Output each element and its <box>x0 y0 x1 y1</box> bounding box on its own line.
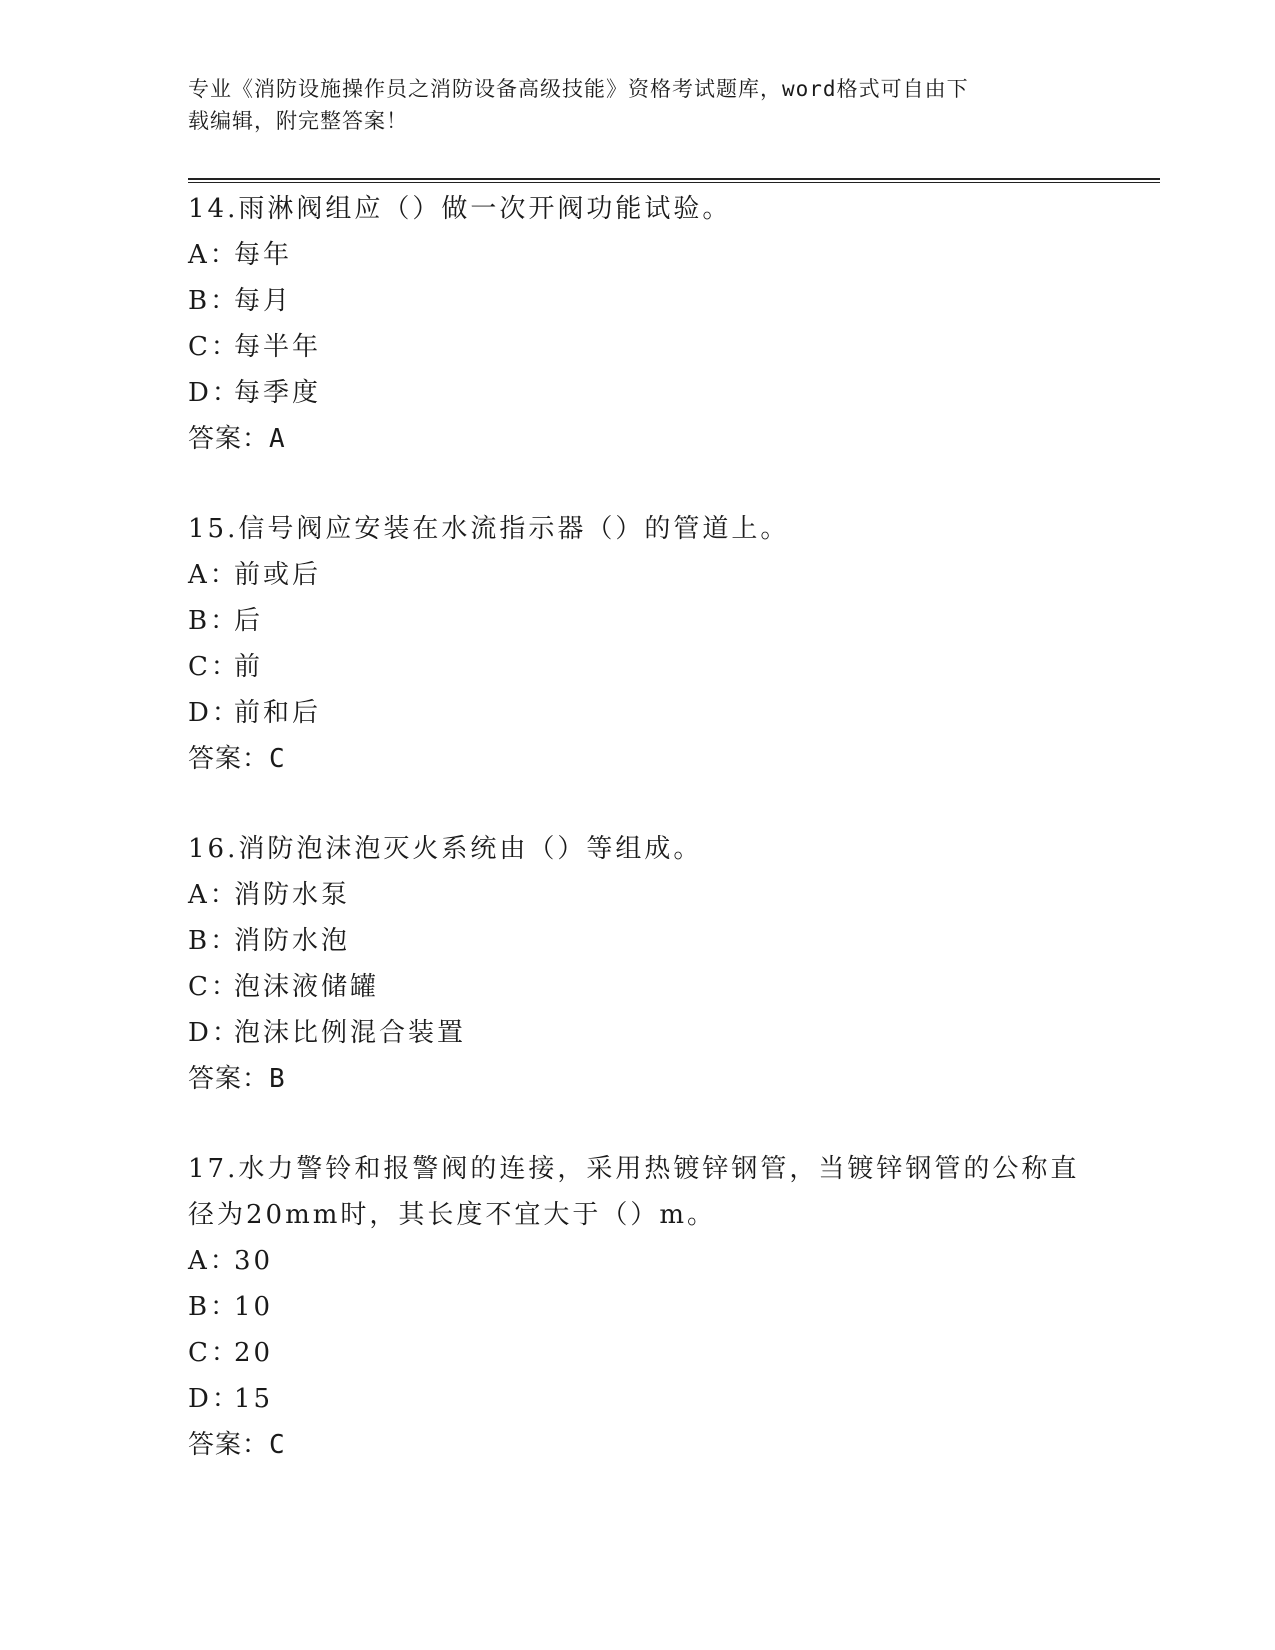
option-d <box>188 1010 1088 1056</box>
question-text-line-2: 径为20mm时，其长度不宜大于（）m。 <box>188 1200 717 1230</box>
option-key: C： <box>188 972 240 1002</box>
option-d <box>188 370 1088 416</box>
option-c <box>188 1330 1088 1376</box>
document-header <box>188 73 1088 137</box>
option-text: 消防水泡 <box>234 926 351 956</box>
option-d <box>188 690 1088 736</box>
option-text: 每年 <box>234 240 293 270</box>
option-a <box>188 872 1088 918</box>
option-key: C： <box>188 332 240 362</box>
option-key: A： <box>188 560 239 590</box>
option-text: 每季度 <box>234 378 322 408</box>
option-key: B： <box>188 1292 240 1322</box>
option-text: 20 <box>234 1338 274 1368</box>
option-text: 15 <box>234 1384 274 1414</box>
option-text: 后 <box>234 606 264 636</box>
question-14 <box>188 186 1088 462</box>
option-text: 前 <box>234 652 264 682</box>
answer: 答案：C <box>188 1430 286 1460</box>
answer: 答案：C <box>188 744 286 774</box>
option-text: 前或后 <box>234 560 322 590</box>
option-key: D： <box>188 1384 241 1414</box>
option-b <box>188 1284 1088 1330</box>
option-text: 每月 <box>234 286 293 316</box>
option-a <box>188 232 1088 278</box>
question-text: 14.雨淋阀组应（）做一次开阀功能试验。 <box>188 194 732 224</box>
header-line-1: 专业《消防设施操作员之消防设备高级技能》资格考试题库，word格式可自由下 <box>188 77 969 101</box>
option-key: A： <box>188 880 239 910</box>
question-text: 16.消防泡沫泡灭火系统由（）等组成。 <box>188 834 703 864</box>
option-key: A： <box>188 240 239 270</box>
question-15 <box>188 506 1088 782</box>
option-text: 消防水泵 <box>234 880 351 910</box>
option-a <box>188 1238 1088 1284</box>
option-key: B： <box>188 926 240 956</box>
option-text: 泡沫比例混合装置 <box>234 1018 467 1048</box>
option-text: 30 <box>234 1246 274 1276</box>
option-key: B： <box>188 606 240 636</box>
header-line-2: 载编辑，附完整答案！ <box>188 109 408 133</box>
option-key: C： <box>188 652 240 682</box>
option-b <box>188 918 1088 964</box>
option-key: C： <box>188 1338 240 1368</box>
question-text: 15.信号阀应安装在水流指示器（）的管道上。 <box>188 514 790 544</box>
option-text: 每半年 <box>234 332 322 362</box>
question-17 <box>188 1146 1088 1468</box>
option-c <box>188 644 1088 690</box>
header-divider <box>188 178 1160 183</box>
option-c <box>188 964 1088 1010</box>
option-text: 10 <box>234 1292 274 1322</box>
option-text: 前和后 <box>234 698 322 728</box>
answer: 答案：B <box>188 1064 286 1094</box>
option-c <box>188 324 1088 370</box>
option-b <box>188 278 1088 324</box>
answer: 答案：A <box>188 424 286 454</box>
option-a <box>188 552 1088 598</box>
option-key: D： <box>188 378 241 408</box>
option-key: D： <box>188 698 241 728</box>
option-d <box>188 1376 1088 1422</box>
option-key: A： <box>188 1246 239 1276</box>
question-text-line-1: 17.水力警铃和报警阀的连接，采用热镀锌钢管，当镀锌钢管的公称直 <box>188 1154 1080 1184</box>
option-key: D： <box>188 1018 241 1048</box>
option-b <box>188 598 1088 644</box>
option-text: 泡沫液储罐 <box>234 972 380 1002</box>
question-16 <box>188 826 1088 1102</box>
option-key: B： <box>188 286 240 316</box>
